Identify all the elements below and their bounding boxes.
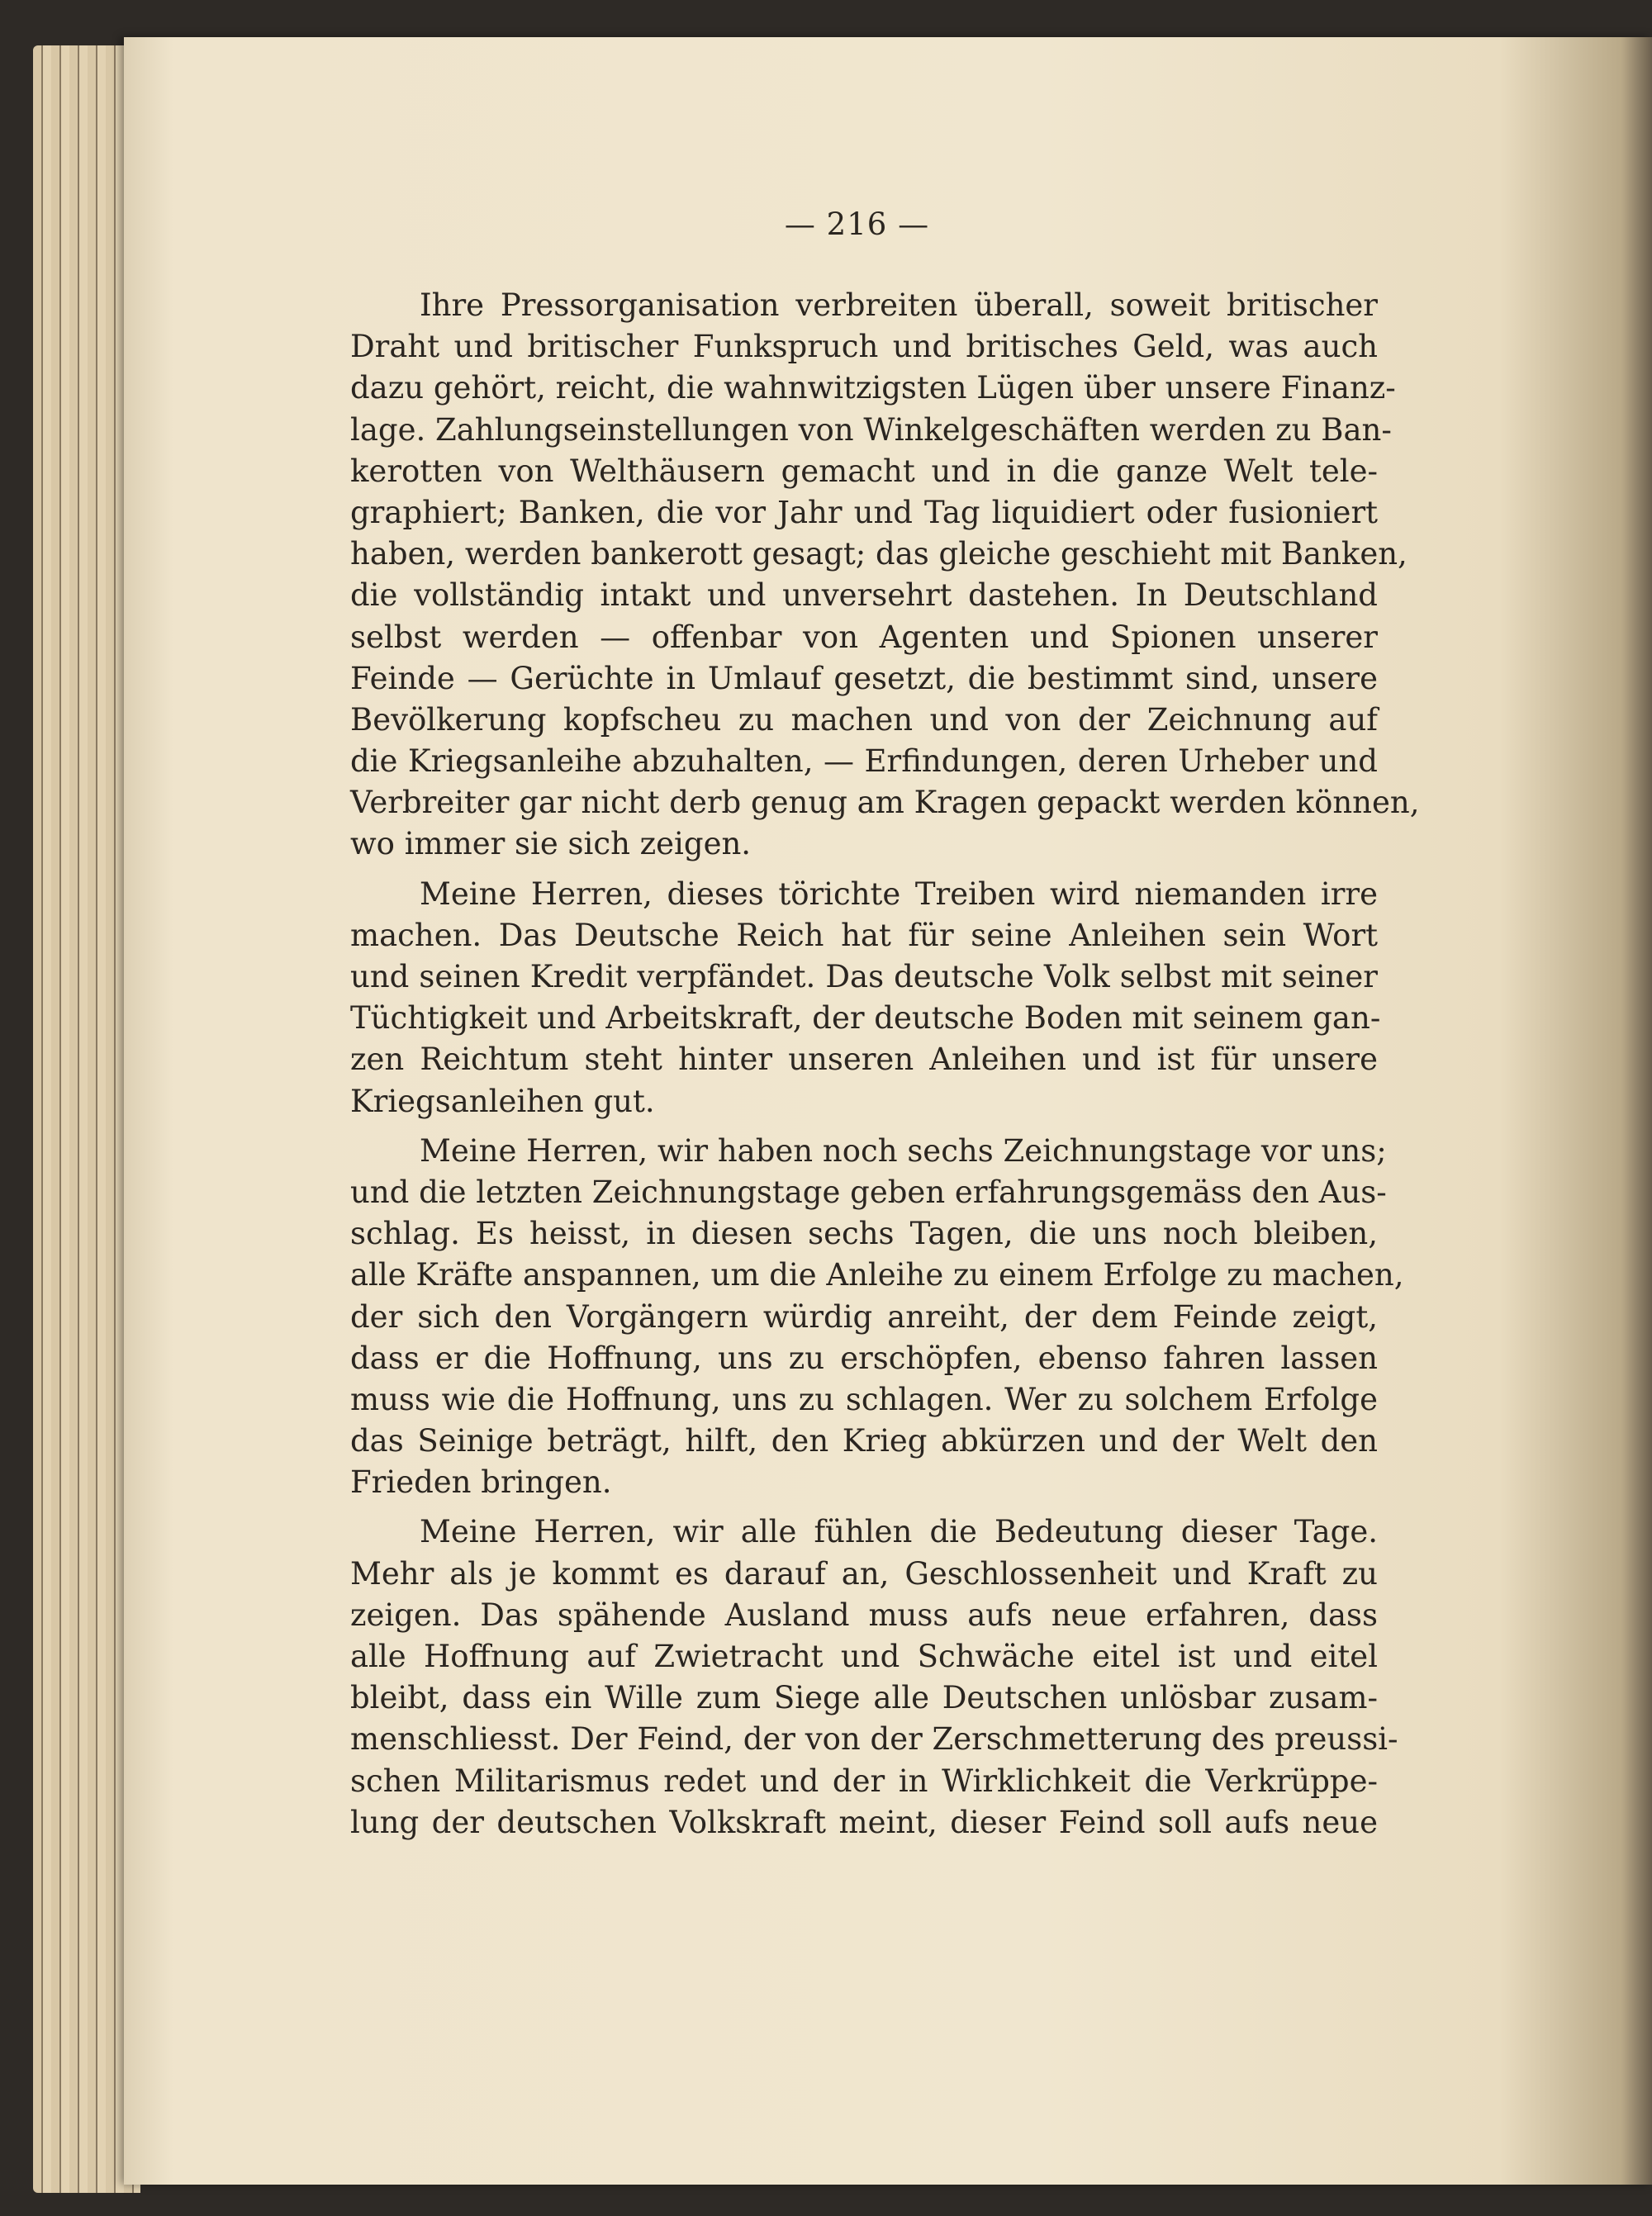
text-line: die Kriegsanleihe abzuhalten, — Erfindungen, deren Urheber und [350,743,1378,780]
text-line: und seinen Kredit verpfändet. Das deutsche Volk selbst mit seiner [350,959,1378,994]
text-line: alle Hoffnung auf Zwietracht und Schwäche eitel ist und eitel [350,1639,1378,1674]
body-text [350,285,1420,1852]
text-line: wo immer sie sich zeigen. [350,826,752,862]
text-line: dazu gehört, reicht, die wahnwitzigsten Lügen über unsere Finanz- [350,370,1396,406]
text-line: selbst werden — offenbar von Agenten und Spionen unserer [350,619,1378,655]
text-line: muss wie die Hoffnung, uns zu schlagen. Wer zu solchem Erfolge [350,1381,1378,1417]
text-line: Frieden bringen. [350,1464,612,1501]
text-line: das Seinige beträgt, hilft, den Krieg abkürzen und der Welt den [350,1423,1378,1459]
text-line: lung der deutschen Volkskraft meint, dieser Feind soll aufs neue [350,1804,1378,1840]
paragraph [350,1511,1398,1844]
text-line: Meine Herren, dieses törichte Treiben wird niemanden irre [420,875,1378,912]
text-line: Tüchtigkeit und Arbeitskraft, der deutsche Boden mit seinem gan- [350,1000,1381,1037]
paragraph [350,285,1420,866]
text-line: graphiert; Banken, die vor Jahr und Tag liquidiert oder fusioniert [350,494,1378,530]
text-line: Draht und britischer Funkspruch und britisches Geld, was auch [350,329,1378,365]
text-line: Meine Herren, wir haben noch sechs Zeichnungstage vor uns; [420,1132,1387,1169]
text-line: alle Kräfte anspannen, um die Anleihe zu einem Erfolge zu machen, [350,1257,1404,1293]
text-line: die vollständig intakt und unversehrt dastehen. In Deutschland [350,577,1378,614]
text-line: und die letzten Zeichnungstage geben erfahrungsgemäss den Aus- [350,1174,1387,1210]
text-line: Kriegsanleihen gut. [350,1083,655,1119]
text-line: Feinde — Gerüchte in Umlauf gesetzt, die bestimmt sind, unsere [350,660,1378,696]
text-line: bleibt, dass ein Wille zum Siege alle Deutschen unlösbar zusam- [350,1680,1378,1716]
paragraph [350,874,1381,1122]
text-line: schlag. Es heisst, in diesen sechs Tagen, die uns noch bleiben, [350,1216,1378,1252]
text-line: lage. Zahlungseinstellungen von Winkelgeschäften werden zu Ban- [350,411,1392,448]
text-line: machen. Das Deutsche Reich hat für seine Anleihen sein Wort [350,917,1378,953]
text-line: zen Reichtum steht hinter unseren Anleihen und ist für unsere [350,1042,1378,1078]
text-line: Mehr als je kommt es darauf an, Geschlossenheit und Kraft zu [350,1555,1378,1592]
text-line: zeigen. Das spähende Ausland muss aufs neue erfahren, dass [350,1597,1378,1633]
text-line: schen Militarismus redet und der in Wirklichkeit die Verkrüppe- [350,1763,1378,1799]
text-line: Verbreiter gar nicht derb genug am Kragen gepackt werden können, [350,785,1420,821]
paragraph [350,1131,1404,1504]
text-line: Bevölkerung kopfscheu zu machen und von der Zeichnung auf [350,701,1378,738]
text-line: der sich den Vorgängern würdig anreiht, der dem Feinde zeigt, [350,1298,1378,1335]
page-number: — 216 — [784,206,930,242]
text-line: kerotten von Welthäusern gemacht und in die ganze Welt tele- [350,453,1378,489]
text-line: Ihre Pressorganisation verbreiten überall, soweit britischer [420,287,1378,323]
text-line: menschliesst. Der Feind, der von der Zerschmetterung des preussi- [350,1721,1398,1758]
text-line: Meine Herren, wir alle fühlen die Bedeutung dieser Tage. [420,1514,1378,1550]
text-line: haben, werden bankerott gesagt; das gleiche geschieht mit Banken, [350,536,1408,572]
text-line: dass er die Hoffnung, uns zu erschöpfen, ebenso fahren lassen [350,1340,1378,1376]
